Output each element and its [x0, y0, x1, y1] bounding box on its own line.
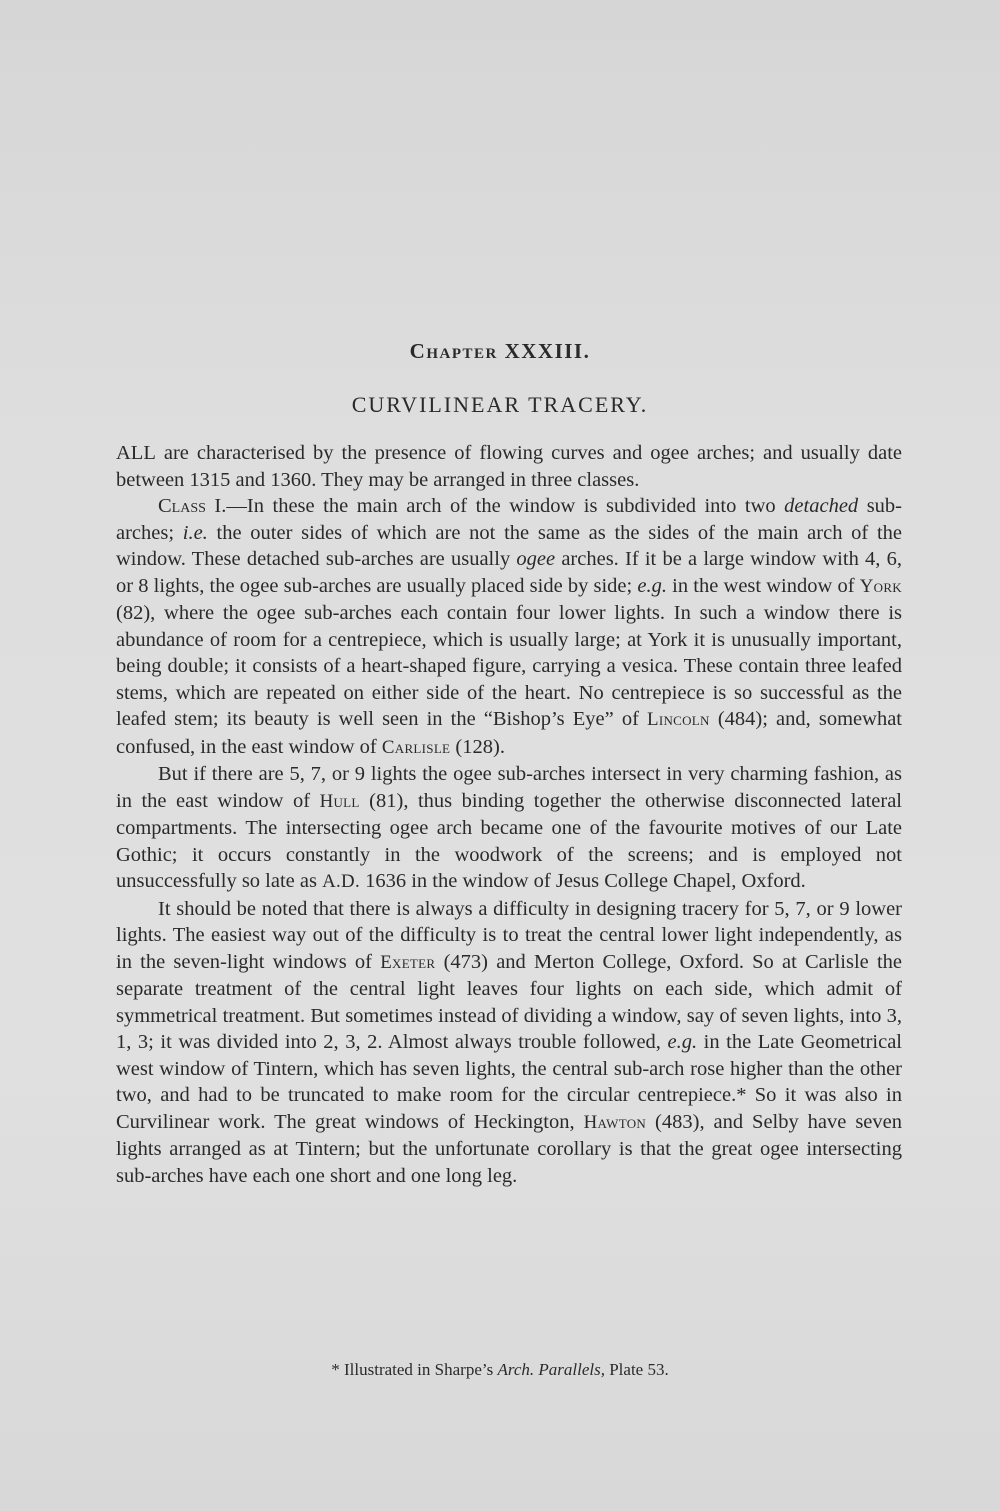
place-name: Hull [319, 790, 360, 812]
text-run: (483), and Selby have seven lights arranged as at Tintern; but the unfortunate corollary is that the great ogee intersecting sub-arches have each one short and one long leg. [116, 1110, 902, 1187]
paragraph-difficulty [116, 896, 902, 1190]
paragraph-intersecting [116, 761, 902, 896]
text-run: sub-arches; [116, 495, 903, 544]
text-run: arches. If it be a large window with 4, 6, or 8 lights, the ogee sub-arches are usually placed side by side; [116, 548, 902, 597]
era-abbrev: A.D. [322, 871, 360, 892]
text-run: But if there are 5, 7, or 9 lights the ogee sub-arches intersect in very charming fashion, as in the east window of [116, 763, 902, 812]
italic-term: detached [784, 495, 859, 517]
place-name: Hawton [583, 1111, 647, 1133]
text-run: in the Late Geometrical west window of Tintern, which has seven lights, the central sub-arch rose higher than the other two, and had to be truncated to make room for the circular centrepiece.* So it was also in Curvilinear work. The great windows of Heckington, [116, 1031, 903, 1133]
italic-term: i.e. [182, 521, 208, 544]
text-run: (473) and Merton College, Oxford. So at Carlisle the separate treatment of the central light leaves four lights on each side, which admit of symmetrical treatment. But sometimes instead of dividing a window, say of seven lights, into 3, 1, 3; it was divided into 2, 3, 2. Almost always trouble followed, [116, 950, 902, 1053]
footnote-text: Plate 53. [604, 1360, 669, 1379]
class-label: Class I. [158, 495, 227, 517]
text-run: (81), thus binding together the otherwise disconnected lateral compartments. The intersecting ogee arch became one of the favourite motives of our Late Gothic; it occurs constantly in the woodwork of the screens; and is employed not unsuccessfully so late as [116, 789, 902, 892]
text-run: in the west window of [667, 574, 860, 597]
place-name: Lincoln [647, 709, 710, 730]
footnote [0, 1360, 1000, 1380]
footnote-title: Arch. Parallels, [497, 1360, 605, 1379]
place-name: York [859, 575, 902, 597]
paragraph-class-one [116, 493, 902, 761]
italic-term: e.g. [637, 574, 668, 597]
text-run: 1636 in the window of Jesus College Chapel, Oxford. [359, 870, 806, 892]
chapter-number: Chapter XXXIII. [409, 339, 591, 363]
text-run: (128). [450, 735, 505, 758]
text-run: (82), where the ogee sub-arches each contain four lower lights. In such a window there is abundance of room for a centrepiece, which is usually large; at York it is unusually important, being double; it consists of a heart-shaped figure, carrying a vesica. These contain three leafed stems, which are repeated on either side of the heart. No centrepiece is so successful as the leafed stem; its beauty is well seen in the “Bishop’s Eye” of [116, 602, 902, 730]
text-run: (484); and, somewhat confused, in the east window of [116, 708, 902, 758]
text-run: —In these the main arch of the window is subdivided into two [226, 495, 785, 517]
place-name: Carlisle [381, 736, 451, 758]
body-text [116, 440, 902, 1189]
chapter-title: CURVILINEAR TRACERY. [351, 392, 649, 417]
text-run: are characterised by the presence of flowing curves and ogee arches; and usually date between 1315 and 1360. They may be arranged in three classes. [116, 442, 902, 491]
italic-term: e.g. [667, 1031, 698, 1053]
text-run: It should be noted that there is always a difficulty in designing tracery for 5, 7, or 9 lower lights. The easiest way out of the difficulty is to treat the central lower light independently, as in the seven-light windows of [116, 897, 902, 973]
drop-word: ALL [116, 442, 156, 464]
place-name: Exeter [380, 951, 436, 973]
footnote-text: * Illustrated in Sharpe’s [331, 1360, 498, 1379]
text-run: the outer sides of which are not the same as the sides of the main arch of the window. These detached sub-arches are usually [116, 521, 903, 570]
italic-term: ogee [516, 548, 556, 570]
paragraph-intro [116, 440, 902, 493]
